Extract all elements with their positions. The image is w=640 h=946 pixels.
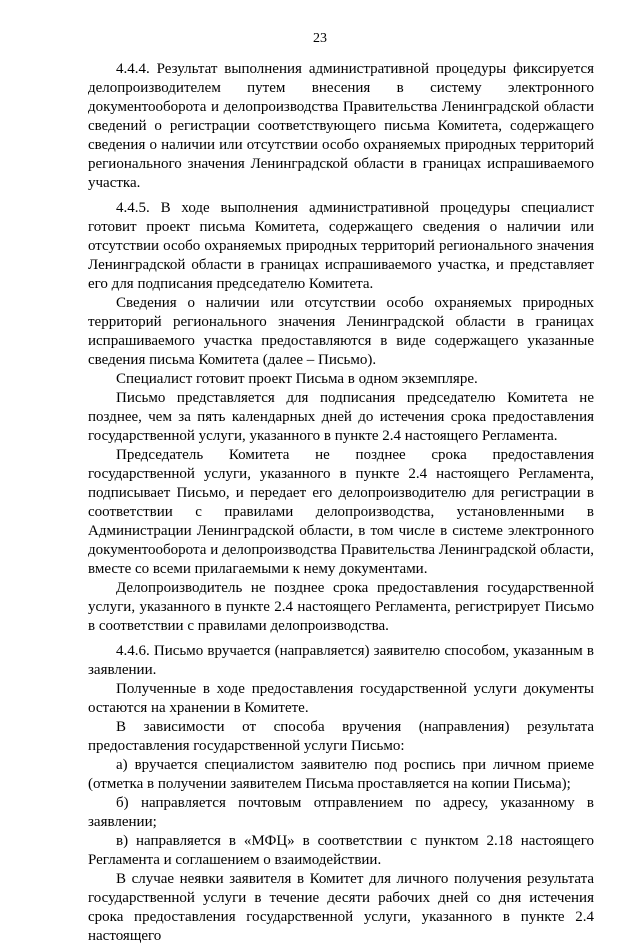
paragraph: В зависимости от способа вручения (направления) результата предоставления государственной услуги Письмо:: [88, 719, 594, 754]
paragraph: Председатель Комитета не позднее срока предоставления государственной услуги, указанного в пункте 2.4 настоящего Регламента, подписывает Письмо, и передает его делопроизводителю для регистрации в соответствии с правилами делопроизводства, установленными в Администрации Ленинградской области, в том числе в системе электронного документооборота и делопроизводства Правительства Ленинградской области, вместе со всеми прилагаемыми к нему документами.: [88, 447, 594, 577]
page-number: 23: [313, 31, 327, 46]
paragraph: Делопроизводитель не позднее срока предоставления государственной услуги, указанного в пункте 2.4 настоящего Регламента, регистрирует Письмо в соответствии с правилами делопроизводства.: [88, 580, 594, 634]
paragraph: Полученные в ходе предоставления государственной услуги документы остаются на хранении в Комитете.: [88, 681, 594, 716]
paragraph-4-4-4: 4.4.4. Результат выполнения административной процедуры фиксируется делопроизводителем путем внесения в систему электронного документооборота и делопроизводства Правительства Ленинградской области сведений о регистрации соответствующего письма Комитета, содержащего сведения о наличии или отсутствии особо охраняемых природных территорий регионального значения Ленинградской области в границах испрашиваемого участка.: [88, 61, 594, 191]
paragraph: В случае неявки заявителя в Комитет для личного получения результата государственной услуги в течение десяти рабочих дней со дня истечения срока предоставления государственной услуги, указанного в пункте 2.4 настоящего: [88, 871, 594, 944]
paragraph-4-4-6: 4.4.6. Письмо вручается (направляется) заявителю способом, указанным в заявлении.: [88, 643, 594, 678]
paragraph: Сведения о наличии или отсутствии особо охраняемых природных территорий регионального значения Ленинградской области в границах испрашиваемого участка предоставляются в виде содержащего указанные сведения письма Комитета (далее – Письмо).: [88, 295, 594, 368]
list-item-a: а) вручается специалистом заявителю под роспись при личном приеме (отметка в получении заявителем Письма проставляется на копии Письма);: [88, 757, 594, 792]
list-item-b: б) направляется почтовым отправлением по адресу, указанному в заявлении;: [88, 795, 594, 830]
list-item-c: в) направляется в «МФЦ» в соответствии с пунктом 2.18 настоящего Регламента и соглашением о взаимодействии.: [88, 833, 594, 868]
paragraph-4-4-5: 4.4.5. В ходе выполнения административной процедуры специалист готовит проект письма Комитета, содержащего сведения о наличии или отсутствии особо охраняемых природных территорий регионального значения Ленинградской области в границах испрашиваемого участка, и представляет его для подписания председателю Комитета.: [88, 200, 594, 292]
document-body: [88, 60, 594, 946]
paragraph: Специалист готовит проект Письма в одном экземпляре.: [116, 371, 478, 387]
paragraph: Письмо представляется для подписания председателю Комитета не позднее, чем за пять календарных дней до истечения срока предоставления государственной услуги, указанного в пункте 2.4 настоящего Регламента.: [88, 390, 594, 444]
